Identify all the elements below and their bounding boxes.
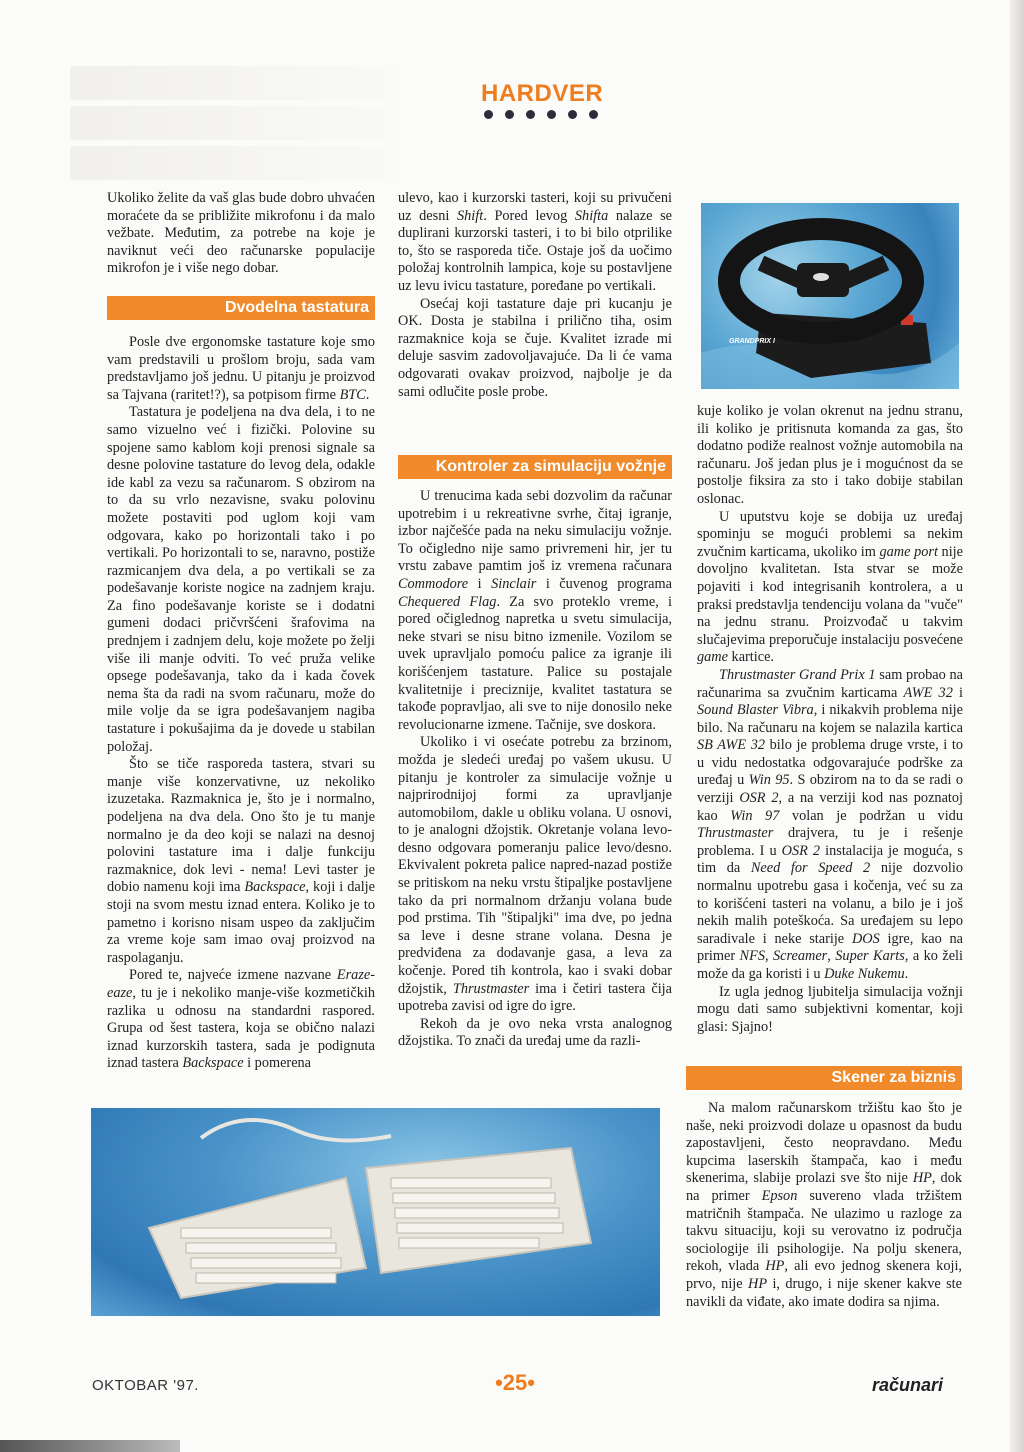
- column-3-continued: [686, 1100, 962, 1311]
- heading-wheel: Kontroler za simulaciju vožnje: [398, 455, 672, 479]
- paragraph: Pored te, najveće izmene nazvane Eraze-eaze, tu je i nekoliko manje-više kozmetičkih razlika u odnosu na standardni raspored. Grupa od šest tastera, koja se obično nalazi iznad kurzorskih tastera, sada je podignuta iznad tastera Backspace i pomerena: [107, 967, 375, 1072]
- intro-paragraph: Ukoliko želite da vaš glas bude dobro uhvaćen moraćete da se približite mikrofonu i da malo vežbate. Međutim, za potrebe na koje je naviknut veći deo računarske populacije mikrofon je i više nego dobar.: [107, 190, 375, 277]
- column-2: [398, 190, 672, 401]
- issue-date: OKTOBAR '97.: [92, 1377, 199, 1394]
- paragraph: Posle dve ergonomske tastature koje smo vam predstavili u prošlom broju, sada vam predstavljamo još jednu. U pitanju je proizvod sa Tajvana (raritet!?), sa potpisom firme BTC.: [107, 333, 375, 403]
- paragraph: Tastatura je podeljena na dva dela, i to ne samo vizuelno već i fizički. Polovine su spojene samo kablom koji prenosi signale sa desne polovine tastature do levog dela, odakle ide kabl za vezu sa računarom. S obzirom na to da su vrlo nezavisne, svaku polovinu možete postaviti pod uglom koji vam odgovara, kako po horizontali tako i po vertikali. Po horizontali to se, naravno, postiže razmicanjem dva dela, a po vertikali se za podešavanje koriste nogice na zadnjem kraju. Za fino podešavanje koriste se i dodatni gumeni dodaci pričvršćeni šrafovima na prednjem i zadnjem delu, koje možete po želji više ili manje odviti. To već pruža velike opsege podešavanja, tako da i kada čovek nema šta da radi na svom računaru, može do mile volje da se igra podešavanjem nagiba tastature i pokušajima da je dovede u stabilan položaj.: [107, 404, 375, 755]
- heading-scanner: Skener za biznis: [686, 1066, 962, 1090]
- paragraph: kuje koliko je volan okrenut na jednu stranu, ili koliko je pritisnuta komanda za gas, što dodatno podiže realnost vožnje automobila na računaru. Još jedan plus je i mogućnost da se postolje fiksira za sto i tako dobije stabilan oslonac.: [697, 403, 963, 507]
- paragraph: Iz ugla jednog ljubitelja simulacija vožnji mogu dati samo subjektivni komentar, koji glasi: Sjajno!: [697, 983, 963, 1035]
- column-2-continued: [398, 488, 672, 1051]
- paragraph: Osećaj koji tastature daje pri kucanju je OK. Dosta je stabilna i prilično tiha, osim razmaknice koja se čuje. Kvalitet izrade mi deluje sasvim zadovoljavajuće. Da li će vama odgovarati ovakav proizvod, najbolje je da sami odlučite posle probe.: [398, 295, 672, 400]
- magazine-logo: računari: [872, 1375, 944, 1395]
- split-keyboard-photo: [91, 1108, 660, 1316]
- paragraph: Ukoliko i vi osećate potrebu za brzinom, možda je sledeći uređaj po vašem ukusu. U pitanju je kontroler za simulacije vožnje u najprirodnijoj formi za upravljanje automobilom, dakle u obliku volana. U osnovi, to je analogni džojstik. Okretanje volana levo-desno odgovara pomeranju palice levo/desno. Ekvivalent pokreta palice napred-nazad postiže se pritiskom na neku vrstu štipaljke postavljene tako da pri normalnom držanju volana bude pod prstima. Tih "štipaljki" ima dve, po jedna sa leve i desne strane volana. Desna je predviđena za dodavanje gasa, a leva za kočenje. Pored tih kontrola, kao i svaki dobar džojstik, Thrustmaster ima i četiri tastera čija upotreba zavisi od igre do igre.: [398, 734, 673, 1015]
- paragraph: Što se tiče rasporeda tastera, stvari su manje više konzervativne, uz nekoliko izuzetaka. Razmaknica je, što je i normalno, podeljena na dva dela. Ono što je tu manje normalno je da deo koji se nalazi na desnoj polovini tastature ima i dalje funkciju razmaknice, dok levi - nema! Levi taster je dobio namenu koji ima Backspace, koji i dalje stoji na svom mestu iznad entera. Koliko je to pametno i korisno nisam uspeo da zaključim za vreme koje sam imao ovaj proizvod na raspolaganju.: [107, 756, 375, 966]
- steering-wheel-photo: [701, 203, 959, 389]
- page-number: •25•: [495, 1370, 535, 1395]
- column-3: [697, 403, 963, 1036]
- section-label: HARDVER: [481, 80, 604, 107]
- heading-keyboard: Dvodelna tastatura: [107, 296, 375, 320]
- paragraph: Rekoh da je ovo neka vrsta analognog džojstika. To znači da uređaj ume da razli-: [398, 1015, 672, 1050]
- page-spine-shadow: [1010, 0, 1024, 1452]
- wheel-product-label: GRANDPRIX I: [729, 338, 775, 345]
- column-1: [107, 190, 375, 1073]
- paragraph: ulevo, kao i kurzorski tasteri, koji su privučeni uz desni Shift. Pored levog Shifta nalaze se duplirani kurzorski tasteri, i to bi bilo otprilike to, što se rasporeda tiče. Ostaje još da uočimo položaj kontrolnih lampica, koje su postavljene uz levu ivicu tastature, poređane po vertikali.: [398, 190, 672, 294]
- section-dots: [484, 110, 598, 119]
- paragraph: Na malom računarskom tržištu kao što je naše, neki proizvodi dolaze u opasnost da budu zapostavljeni, često neopravdano. Među kupcima laserskih štampača, kao i među skenerima, slabije prolazi sve što nije HP, dok na primer Epson suvereno vlada tržištem matričnih štampača. Ne ulazimo u razloge za takvu situaciju, koji su verovatno iz područja sociologije ili psihologije. Na polju skenera, rekoh, vlada HP, ali evo jednog skenera koji, prvo, nije HP i, drugo, i nije skener kakve ste navikli da viđate, ako imate dodira sa njima.: [686, 1100, 962, 1310]
- faded-title-ghost: [70, 60, 400, 180]
- paragraph: U trenucima kada sebi dozvolim da računar upotrebim i u rekreativne svrhe, čitaj igranje, izbor najčešće pada na neku simulaciju vožnje. To očigledno nije samo privremeni hir, jer tu vrstu zabave pamtim još iz vremena računara Commodore i Sinclair i čuvenog programa Chequered Flag. Za svo proteklo vreme, i pored očiglednog napretka u svetu simulacija, neke stvari se nisu bitno izmenile. Vozilom se uvek upravljalo pomoću palice za igranje ili korišćenjem tastature. Palice su postajale kvalitetnije i preciznije, kvalitet tastatura se takođe popravljao, ali sve to nije donosilo neke revolucionarne izmene. Tačnije, sve doskora.: [398, 488, 672, 733]
- scan-edge: [0, 1440, 180, 1452]
- paragraph: Thrustmaster Grand Prix 1 sam probao na računarima sa zvučnim karticama AWE 32 i Sound Blaster Vibra, i nikakvih problema nije bilo. Na računaru na kojem se nalazila kartica SB AWE 32 bilo je problema druge vrste, i to u vidu nedostatka odgovarajuće podrške za uređaj u Win 95. S obzirom na to da se radi o verziji OSR 2, a na verziji kod nas poznatoj kao Win 97 volan je podržan u vidu Thrustmaster drajvera, tu je i rešenje problema. I u OSR 2 instalacija je moguća, s tim da Need for Speed 2 nije dozvolio normalnu upotrebu gasa i kočenja, već su za to korišćeni tasteri na volanu, a bilo je i još nekih malih poteškoća. Sa uređajem su lepo saradivale i neke starije DOS igre, kao na primer NFS, Screamer, Super Karts, a ko želi može da ga koristi i u Duke Nukemu.: [697, 666, 964, 982]
- paragraph: U uputstvu koje se dobija uz uređaj spominju se mogući problemi sa nekim zvučnim karticama, ukoliko im game port nije dovoljno kvalitetan. Ista stvar se može pojaviti i kod integrisanih kontrolera, a u praksi predstavlja tendenciju volana da "vuče" na jednu stranu. Proizvođač u takvim slučajevima preporučuje instalaciju posvećene game kartice.: [697, 508, 963, 666]
